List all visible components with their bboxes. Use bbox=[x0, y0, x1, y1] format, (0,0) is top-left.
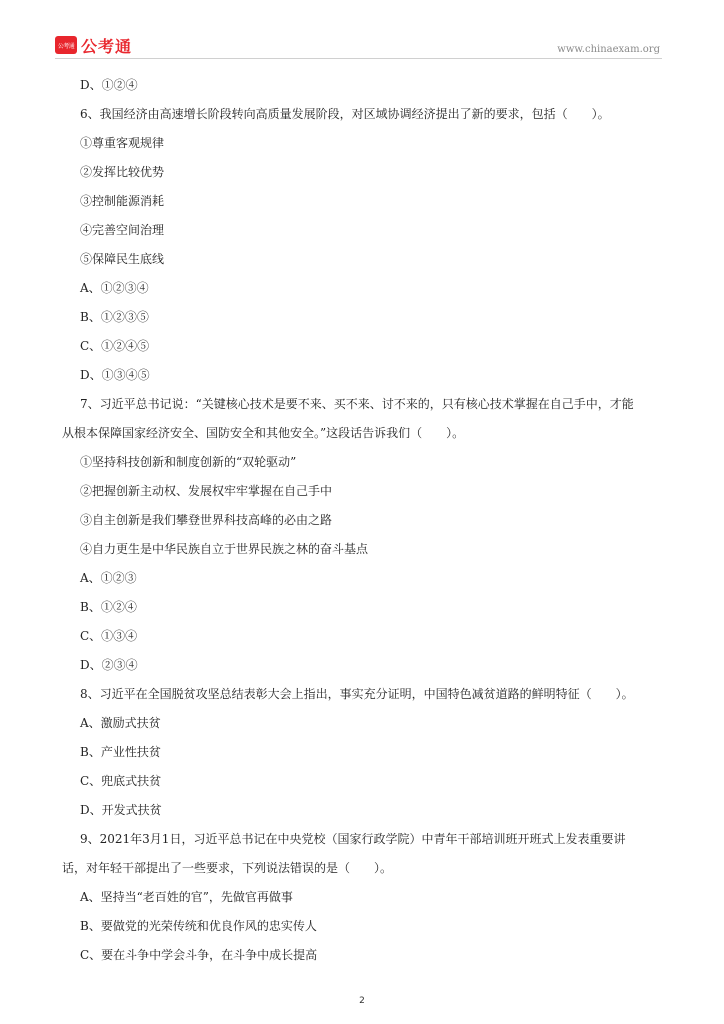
question-8-stem: 8、习近平在全国脱贫攻坚总结表彰大会上指出，事实充分证明，中国特色减贫道路的鲜明特征（ ）。 bbox=[80, 687, 634, 701]
text-line: ⑤保障民生底线 bbox=[80, 252, 165, 266]
option-line: B、①②③⑤ bbox=[80, 310, 149, 324]
text-line: ①尊重客观规律 bbox=[80, 136, 165, 150]
text-line: ③控制能源消耗 bbox=[80, 194, 165, 208]
option-line: D、②③④ bbox=[80, 658, 138, 672]
text-line: ④自力更生是中华民族自立于世界民族之林的奋斗基点 bbox=[80, 542, 369, 556]
option-line: A、①②③④ bbox=[80, 281, 149, 295]
option-line: B、产业性扶贫 bbox=[80, 745, 161, 759]
option-line: A、坚持当“老百姓的官”，先做官再做事 bbox=[80, 890, 293, 904]
option-line: C、①③④ bbox=[80, 629, 138, 643]
option-line: D、开发式扶贫 bbox=[80, 803, 162, 817]
site-url[interactable]: www.chinaexam.org bbox=[557, 44, 660, 55]
header-divider bbox=[55, 58, 662, 59]
document-body bbox=[62, 76, 666, 975]
option-line: D、①③④⑤ bbox=[80, 368, 150, 382]
option-line: A、①②③ bbox=[80, 571, 137, 585]
page-header bbox=[0, 0, 724, 62]
page-number: 2 bbox=[359, 996, 365, 1006]
text-line: ④完善空间治理 bbox=[80, 223, 165, 237]
question-7-stem-cont: 从根本保障国家经济安全、国防安全和其他安全。”这段话告诉我们（ ）。 bbox=[62, 426, 465, 440]
option-line: C、兜底式扶贫 bbox=[80, 774, 162, 788]
question-9-stem-cont: 话，对年轻干部提出了一些要求，下列说法错误的是（ ）。 bbox=[62, 861, 393, 875]
logo-badge-icon: 公考通 bbox=[55, 36, 77, 54]
brand-logo[interactable] bbox=[55, 35, 132, 55]
question-6-stem: 6、我国经济由高速增长阶段转向高质量发展阶段，对区域协调经济提出了新的要求，包括（ ）。 bbox=[80, 107, 610, 121]
text-line: ②把握创新主动权、发展权牢牢掌握在自己手中 bbox=[80, 484, 333, 498]
question-7-stem: 7、习近平总书记说：“关键核心技术是要不来、买不来、讨不来的，只有核心技术掌握在自己手中，才能 bbox=[80, 397, 634, 411]
text-line: D、①②④ bbox=[80, 78, 138, 92]
option-line: A、激励式扶贫 bbox=[80, 716, 161, 730]
option-line: C、①②④⑤ bbox=[80, 339, 150, 353]
text-line: ③自主创新是我们攀登世界科技高峰的必由之路 bbox=[80, 513, 333, 527]
option-line: B、①②④ bbox=[80, 600, 137, 614]
text-line: ①坚持科技创新和制度创新的“双轮驱动” bbox=[80, 455, 297, 469]
question-9-stem: 9、2021年3月1日，习近平总书记在中央党校（国家行政学院）中青年干部培训班开班式上发表重要讲 bbox=[80, 832, 626, 846]
logo-text: 公考通 bbox=[81, 36, 133, 56]
option-line: C、要在斗争中学会斗争，在斗争中成长提高 bbox=[80, 948, 318, 962]
text-line: ②发挥比较优势 bbox=[80, 165, 165, 179]
option-line: B、要做党的光荣传统和优良作风的忠实传人 bbox=[80, 919, 317, 933]
